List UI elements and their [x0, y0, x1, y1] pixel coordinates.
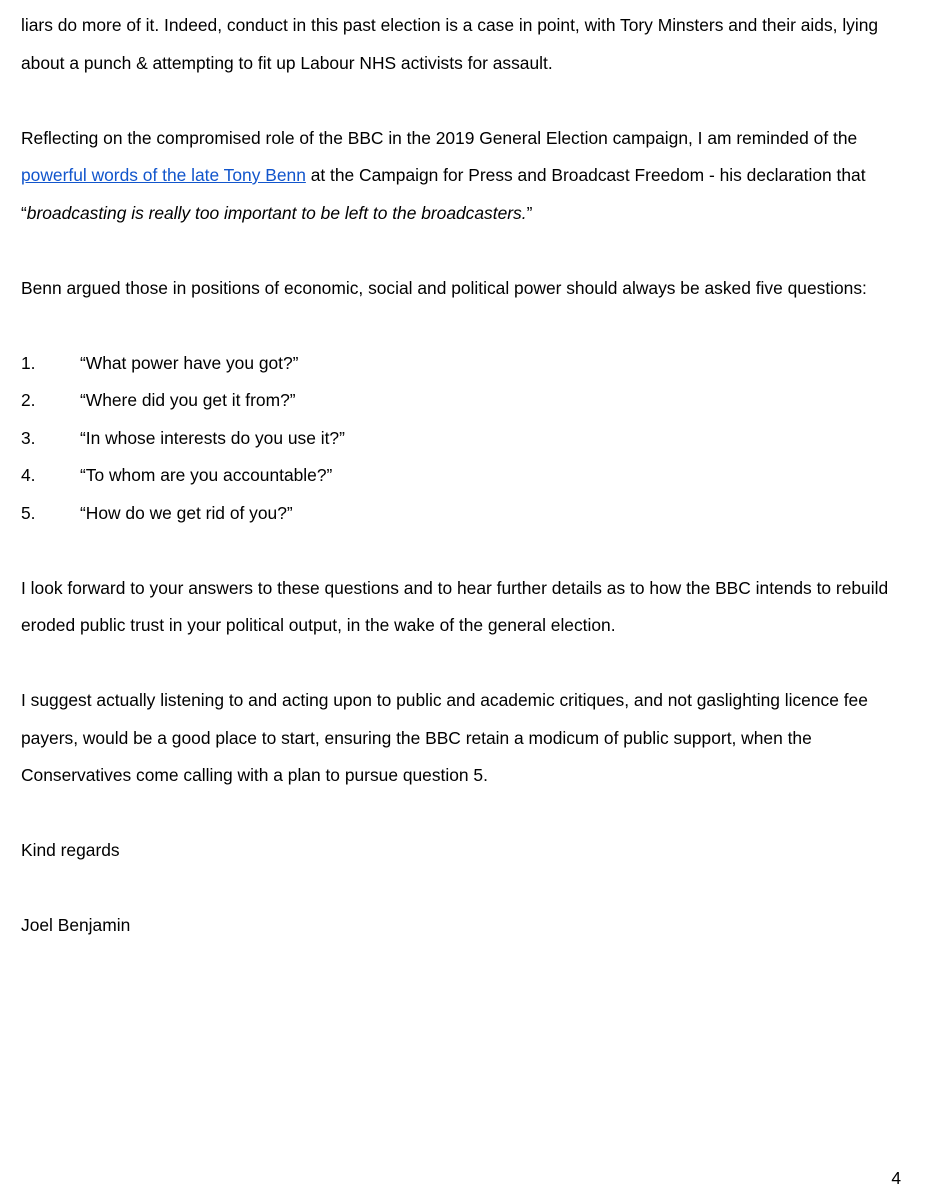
question-text: “How do we get rid of you?” — [80, 502, 293, 523]
letter-body — [21, 7, 921, 982]
list-item — [21, 345, 921, 383]
paragraph-text-after-link: at the Campaign for Press and Broadcast Freedom - his declaration that “ — [21, 165, 866, 223]
question-text: “What power have you got?” — [80, 352, 299, 373]
page-number: 4 — [891, 1168, 901, 1188]
paragraph-answers-request — [21, 570, 921, 645]
question-text: “In whose interests do you use it?” — [80, 427, 345, 448]
signature — [21, 907, 921, 945]
list-item — [21, 495, 921, 533]
closing-salutation — [21, 832, 921, 870]
paragraph-text: I suggest actually listening to and acting upon to public and academic critiques, and not gaslighting licence fee payers, would be a good place to start, ensuring the BBC retain a modicum of public support, when the Conservatives come calling with a plan to pursue question 5. — [21, 690, 868, 785]
list-number: 5. — [21, 502, 36, 523]
paragraph-suggestion — [21, 682, 921, 795]
paragraph-tony-benn — [21, 120, 921, 233]
question-text: “Where did you get it from?” — [80, 390, 296, 410]
signature-name: Joel Benjamin — [21, 915, 131, 935]
list-number: 1. — [21, 352, 36, 373]
closing-text: Kind regards — [21, 840, 120, 860]
list-number: 2. — [21, 390, 36, 410]
paragraph-text: liars do more of it. Indeed, conduct in this past election is a case in point, with Tory Minsters and their aids, lying about a punch & attempting to fit up Labour NHS activists for assault. — [21, 15, 879, 73]
list-item — [21, 420, 921, 458]
paragraph-five-questions-intro — [21, 270, 921, 308]
list-number: 4. — [21, 465, 36, 485]
question-text: “To whom are you accountable?” — [80, 465, 333, 485]
paragraph-text: I look forward to your answers to these questions and to hear further details as to how the BBC intends to rebuild eroded public trust in your political output, in the wake of the general election. — [21, 577, 889, 635]
five-questions-list — [21, 345, 921, 533]
list-item — [21, 382, 921, 420]
list-number: 3. — [21, 427, 36, 448]
benn-quote: broadcasting is really too important to be left to the broadcasters. — [26, 202, 527, 223]
list-item — [21, 457, 921, 495]
tony-benn-link[interactable]: powerful words of the late Tony Benn — [21, 165, 306, 185]
paragraph-text-before-link: Reflecting on the compromised role of the BBC in the 2019 General Election campaign, I am reminded of the — [21, 127, 858, 148]
paragraph-election-conduct — [21, 7, 921, 82]
closing-quote-mark: ” — [526, 202, 533, 223]
paragraph-text: Benn argued those in positions of economic, social and political power should always be asked five questions: — [21, 277, 867, 298]
